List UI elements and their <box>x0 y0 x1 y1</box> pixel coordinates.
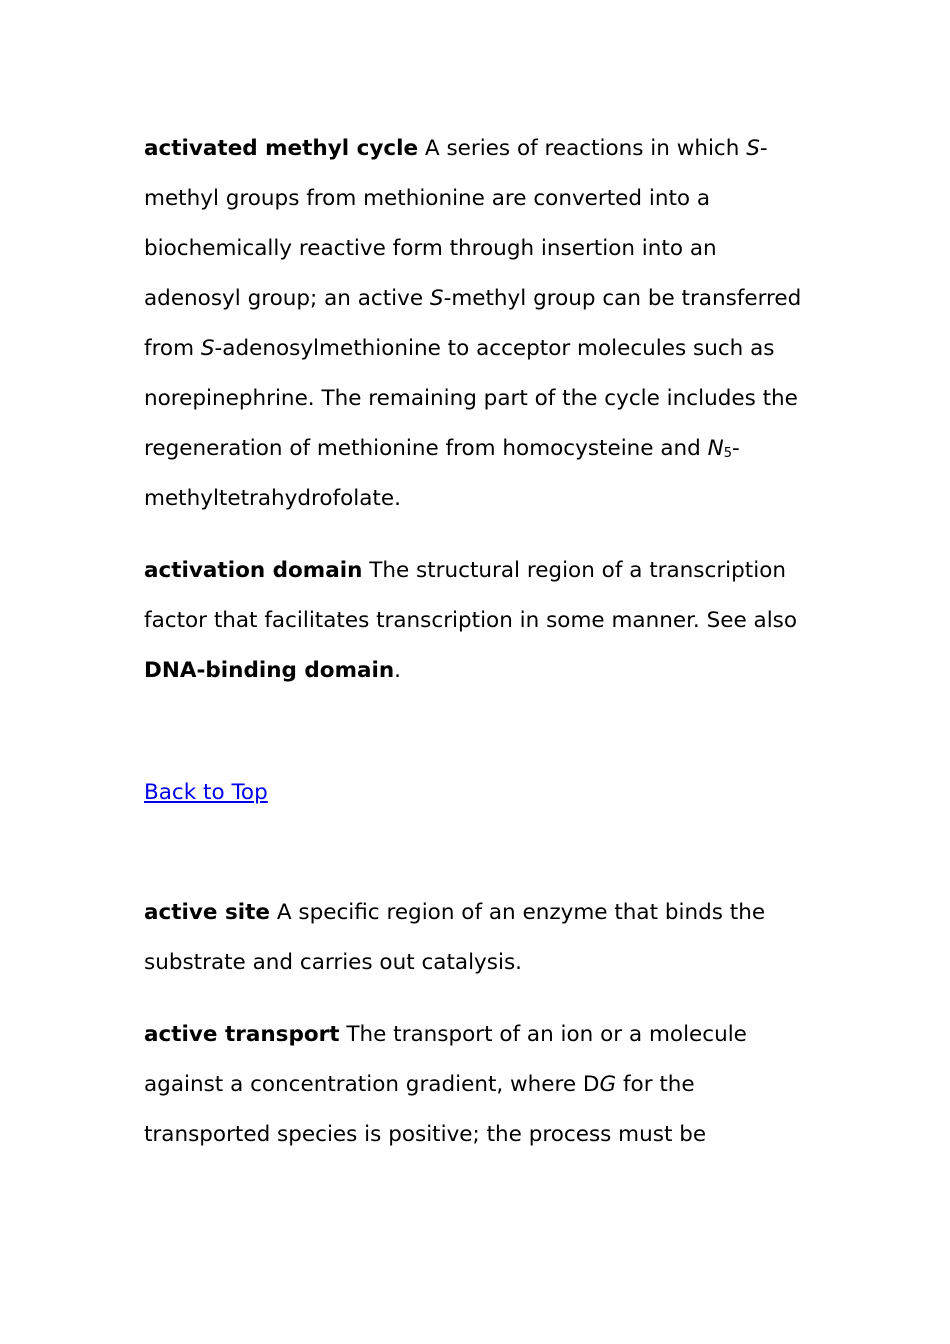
back-to-top-container <box>144 768 804 818</box>
italic-s: S <box>200 336 215 361</box>
entry-definition: . <box>394 658 402 683</box>
glossary-page <box>144 124 804 1182</box>
glossary-entry-activated-methyl-cycle <box>144 124 804 524</box>
entry-term: activation domain <box>144 558 363 583</box>
cross-reference: DNA-binding domain <box>144 658 395 683</box>
entry-definition: The transport of an ion or a molecule against a concentration gradient, where D <box>144 1022 747 1097</box>
entry-definition: -adenosylmethionine to acceptor molecules such as norepinephrine. The remaining part of the cycle includes the regeneration of methionine from homocysteine and <box>144 336 798 461</box>
glossary-entry-active-site <box>144 888 804 988</box>
entry-term: activated methyl cycle <box>144 136 419 161</box>
entry-term: active transport <box>144 1022 340 1047</box>
glossary-entry-activation-domain <box>144 546 804 696</box>
back-to-top-link[interactable]: Back to Top <box>144 780 268 805</box>
entry-definition: - methyltetrahydrofolate. <box>144 436 740 511</box>
italic-g: G <box>599 1072 617 1097</box>
subscript-5: 5 <box>723 446 733 461</box>
italic-s: S <box>429 286 444 311</box>
entry-definition: for the transported species is positive; the process must be <box>144 1072 707 1147</box>
entry-definition: The structural region of a transcription factor that facilitates transcription in some manner. See also <box>144 558 798 633</box>
entry-definition: -methyl group can be transferred from <box>144 286 802 361</box>
italic-s: S <box>746 136 760 161</box>
entry-definition: A series of reactions in which <box>418 136 747 161</box>
glossary-entry-active-transport <box>144 1010 804 1160</box>
entry-definition: -methyl groups from methionine are converted into a biochemically reactive form through insertion into an adenosyl group; an active <box>144 136 768 311</box>
italic-n: N <box>707 436 724 461</box>
entry-definition: A specific region of an enzyme that binds the substrate and carries out catalysis. <box>144 900 766 975</box>
entry-term: active site <box>144 900 271 925</box>
